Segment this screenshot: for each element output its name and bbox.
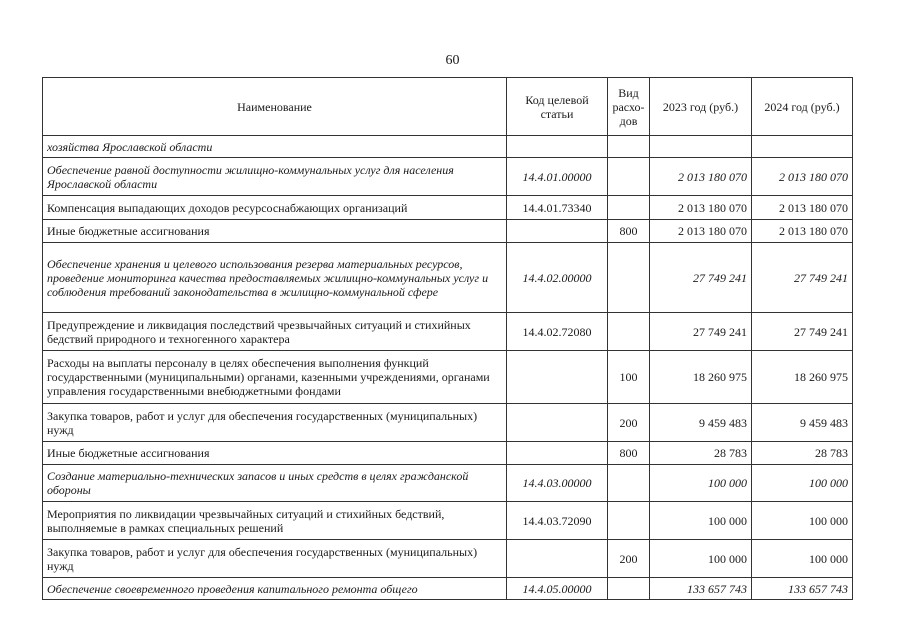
- cell-vid: 100: [608, 351, 650, 404]
- cell-2024: 27 749 241: [752, 243, 853, 313]
- table-row: [43, 404, 853, 442]
- cell-2023: 18 260 975: [650, 351, 752, 404]
- cell-code: 14.4.01.00000: [507, 158, 608, 196]
- cell-2023: 2 013 180 070: [650, 220, 752, 243]
- cell-2024: 18 260 975: [752, 351, 853, 404]
- cell-2023: 9 459 483: [650, 404, 752, 442]
- cell-name: Закупка товаров, работ и услуг для обеспечения государственных (муниципальных) нужд: [43, 540, 507, 578]
- budget-table: [42, 77, 853, 600]
- cell-vid: 800: [608, 442, 650, 465]
- cell-vid: [608, 578, 650, 600]
- cell-name: Компенсация выпадающих доходов ресурсоснабжающих организаций: [43, 196, 507, 220]
- table-row: [43, 465, 853, 502]
- cell-code: 14.4.05.00000: [507, 578, 608, 600]
- cell-code: 14.4.02.72080: [507, 313, 608, 351]
- cell-name: Иные бюджетные ассигнования: [43, 442, 507, 465]
- cell-vid: 800: [608, 220, 650, 243]
- cell-2023: 27 749 241: [650, 313, 752, 351]
- cell-vid: 200: [608, 540, 650, 578]
- cell-2024: 133 657 743: [752, 578, 853, 600]
- cell-name: Расходы на выплаты персоналу в целях обеспечения выполнения функций государственными (муниципальными) органами, казенными учреждениями, органами управления государственными внебюджетными фондами: [43, 351, 507, 404]
- cell-code: [507, 442, 608, 465]
- cell-code: [507, 351, 608, 404]
- cell-2024: 27 749 241: [752, 313, 853, 351]
- cell-name: Обеспечение хранения и целевого использования резерва материальных ресурсов, проведение мониторинга качества предоставляемых жилищно-коммунальных услуг и соблюдения требований законодательства в жилищно-коммунальной сфере: [43, 243, 507, 313]
- cell-name: Создание материально-технических запасов и иных средств в целях гражданской обороны: [43, 465, 507, 502]
- cell-code: [507, 404, 608, 442]
- cell-2023: 100 000: [650, 540, 752, 578]
- header-name: Наименование: [43, 78, 507, 136]
- table-row: [43, 578, 853, 600]
- table-row: [43, 540, 853, 578]
- cell-vid: [608, 136, 650, 158]
- header-vid: Вид расхо-дов: [608, 78, 650, 136]
- table-header-row: [43, 78, 853, 136]
- cell-vid: [608, 502, 650, 540]
- cell-name: Закупка товаров, работ и услуг для обеспечения государственных (муниципальных) нужд: [43, 404, 507, 442]
- cell-2024: 28 783: [752, 442, 853, 465]
- cell-name: Обеспечение равной доступности жилищно-коммунальных услуг для населения Ярославской области: [43, 158, 507, 196]
- cell-name: Предупреждение и ликвидация последствий чрезвычайных ситуаций и стихийных бедствий природного и техногенного характера: [43, 313, 507, 351]
- header-2024: 2024 год (руб.): [752, 78, 853, 136]
- cell-vid: [608, 196, 650, 220]
- table-row: [43, 136, 853, 158]
- table-row: [43, 313, 853, 351]
- cell-vid: 200: [608, 404, 650, 442]
- cell-code: [507, 540, 608, 578]
- cell-2023: 27 749 241: [650, 243, 752, 313]
- cell-2023: 28 783: [650, 442, 752, 465]
- cell-name: Обеспечение своевременного проведения капитального ремонта общего: [43, 578, 507, 600]
- table-row: [43, 158, 853, 196]
- header-2023: 2023 год (руб.): [650, 78, 752, 136]
- cell-2023: 2 013 180 070: [650, 196, 752, 220]
- cell-code: [507, 220, 608, 243]
- cell-vid: [608, 465, 650, 502]
- table-row: [43, 220, 853, 243]
- cell-2023: 2 013 180 070: [650, 158, 752, 196]
- cell-name: хозяйства Ярославской области: [43, 136, 507, 158]
- cell-2024: 2 013 180 070: [752, 220, 853, 243]
- page-number: 60: [445, 53, 460, 68]
- table-row: [43, 502, 853, 540]
- cell-2024: 2 013 180 070: [752, 196, 853, 220]
- cell-name: Иные бюджетные ассигнования: [43, 220, 507, 243]
- table-row: [43, 196, 853, 220]
- cell-code: 14.4.03.72090: [507, 502, 608, 540]
- cell-vid: [608, 158, 650, 196]
- cell-2024: 2 013 180 070: [752, 158, 853, 196]
- cell-2024: 9 459 483: [752, 404, 853, 442]
- cell-code: 14.4.03.00000: [507, 465, 608, 502]
- cell-vid: [608, 313, 650, 351]
- cell-code: [507, 136, 608, 158]
- cell-vid: [608, 243, 650, 313]
- cell-2023: 100 000: [650, 465, 752, 502]
- cell-name: Мероприятия по ликвидации чрезвычайных ситуаций и стихийных бедствий, выполняемые в рамках специальных решений: [43, 502, 507, 540]
- cell-2024: 100 000: [752, 502, 853, 540]
- cell-2023: 100 000: [650, 502, 752, 540]
- cell-2023: [650, 136, 752, 158]
- table-row: [43, 243, 853, 313]
- header-code: Код целевой статьи: [507, 78, 608, 136]
- cell-code: 14.4.02.00000: [507, 243, 608, 313]
- cell-code: 14.4.01.73340: [507, 196, 608, 220]
- table-row: [43, 442, 853, 465]
- table-row: [43, 351, 853, 404]
- cell-2024: 100 000: [752, 465, 853, 502]
- cell-2024: 100 000: [752, 540, 853, 578]
- cell-2023: 133 657 743: [650, 578, 752, 600]
- cell-2024: [752, 136, 853, 158]
